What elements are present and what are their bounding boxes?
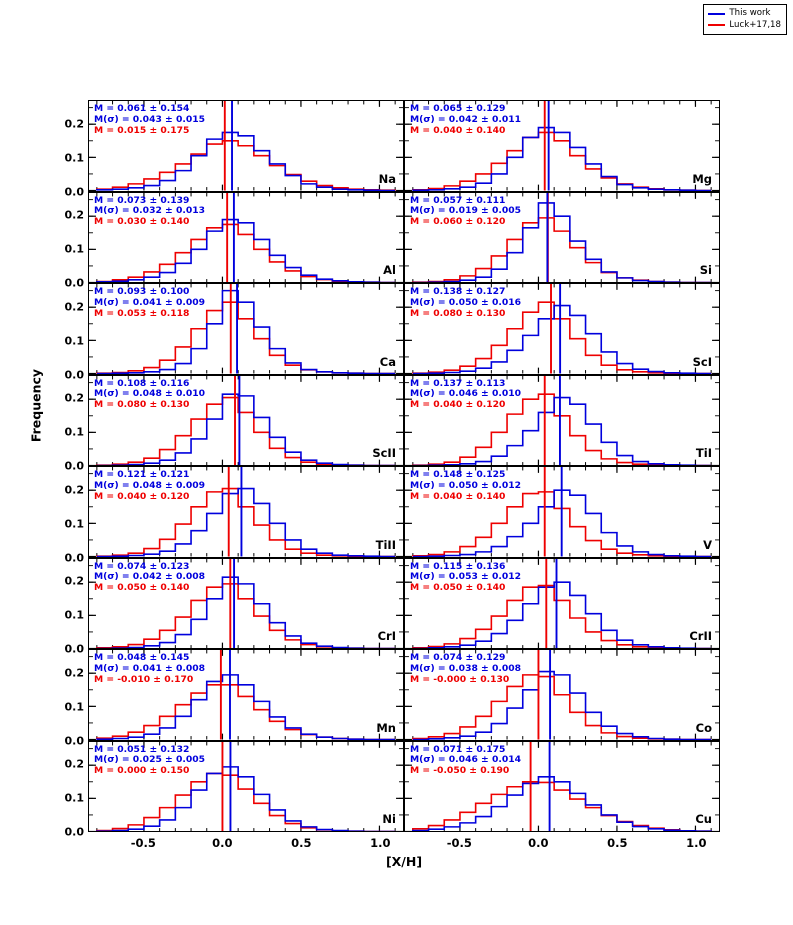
stat-mean-this-work: M = 0.074 ± 0.123 xyxy=(94,560,190,572)
y-tick-label: 0.0 xyxy=(64,276,84,290)
stat-sigma-this-work: M(σ) = 0.041 ± 0.009 xyxy=(94,296,206,308)
stat-mean-luck: M = 0.040 ± 0.120 xyxy=(410,399,506,411)
stat-mean-luck: M = -0.050 ± 0.190 xyxy=(410,765,510,777)
histogram-this-work xyxy=(413,672,711,740)
stat-mean-luck: M = 0.015 ± 0.175 xyxy=(94,124,190,136)
element-label: ScI xyxy=(692,354,712,369)
y-tick-label: 0.2 xyxy=(64,483,84,497)
stat-mean-luck: M = -0.010 ± 0.170 xyxy=(94,673,194,685)
panel-sci xyxy=(404,283,720,375)
legend xyxy=(703,4,787,35)
element-label: CrI xyxy=(377,629,396,643)
stat-sigma-this-work: M(σ) = 0.048 ± 0.010 xyxy=(94,388,206,400)
histogram-this-work xyxy=(413,397,711,465)
stat-mean-this-work: M = 0.148 ± 0.125 xyxy=(410,469,506,480)
panel-scii xyxy=(88,375,404,467)
element-label: Cu xyxy=(695,812,712,826)
element-label: TiI xyxy=(695,446,712,460)
stat-mean-this-work: M = 0.061 ± 0.154 xyxy=(94,103,190,114)
element-label: Mg xyxy=(692,171,712,186)
stat-sigma-this-work: M(σ) = 0.048 ± 0.009 xyxy=(94,479,206,491)
element-label: Na xyxy=(378,171,396,186)
histogram-this-work xyxy=(413,306,711,374)
y-tick-label: 0.2 xyxy=(64,666,84,680)
histogram-this-work xyxy=(413,582,711,648)
legend-entry-this-work xyxy=(708,8,781,20)
stat-mean-this-work: M = 0.048 ± 0.145 xyxy=(94,652,190,663)
x-tick-label: 0.0 xyxy=(528,836,549,850)
y-tick-label: 0.0 xyxy=(64,368,84,381)
histogram-luck xyxy=(97,685,395,740)
stat-sigma-this-work: M(σ) = 0.042 ± 0.008 xyxy=(94,571,206,583)
x-tick-label: 0.5 xyxy=(291,836,312,850)
stat-mean-this-work: M = 0.108 ± 0.116 xyxy=(94,377,190,389)
histogram-luck xyxy=(97,773,395,831)
element-label: Si xyxy=(699,263,712,277)
element-label: Mn xyxy=(376,720,396,735)
stat-mean-this-work: M = 0.073 ± 0.139 xyxy=(94,194,190,206)
y-tick-label: 0.2 xyxy=(64,117,84,131)
panel-ni xyxy=(88,741,404,833)
stat-sigma-this-work: M(σ) = 0.025 ± 0.005 xyxy=(94,754,206,766)
stat-mean-this-work: M = 0.137 ± 0.113 xyxy=(410,377,506,389)
stat-sigma-this-work: M(σ) = 0.042 ± 0.011 xyxy=(410,113,522,125)
stat-mean-this-work: M = 0.071 ± 0.175 xyxy=(410,743,506,755)
panel-al xyxy=(88,192,404,284)
panel-na xyxy=(88,100,404,192)
stat-mean-luck: M = 0.053 ± 0.118 xyxy=(94,307,190,319)
panel-cri xyxy=(88,558,404,650)
histogram-this-work xyxy=(97,394,395,465)
stat-sigma-this-work: M(σ) = 0.053 ± 0.012 xyxy=(410,571,522,583)
y-axis-title: Frequency xyxy=(28,368,44,443)
stat-mean-luck: M = 0.040 ± 0.140 xyxy=(410,490,506,502)
y-tick-label: 0.2 xyxy=(64,757,84,771)
stat-mean-this-work: M = 0.051 ± 0.132 xyxy=(94,743,190,755)
panel-crii xyxy=(404,558,720,650)
stat-mean-luck: M = 0.060 ± 0.120 xyxy=(410,216,506,228)
x-tick-label: 1.0 xyxy=(370,836,391,850)
stat-mean-luck: M = 0.000 ± 0.150 xyxy=(94,765,190,777)
y-tick-label: 0.0 xyxy=(64,734,84,747)
stat-mean-luck: M = 0.080 ± 0.130 xyxy=(94,399,190,411)
stat-mean-luck: M = 0.030 ± 0.140 xyxy=(94,216,190,228)
panel-v xyxy=(404,466,720,558)
legend-entry-luck xyxy=(708,20,781,32)
element-label: Ca xyxy=(379,354,396,369)
stat-mean-this-work: M = 0.057 ± 0.111 xyxy=(410,194,506,206)
histogram-this-work xyxy=(97,766,395,831)
stat-sigma-this-work: M(σ) = 0.019 ± 0.005 xyxy=(410,205,522,217)
y-axis-tick-labels xyxy=(40,100,84,839)
histogram-luck xyxy=(413,394,711,465)
stat-mean-this-work: M = 0.093 ± 0.100 xyxy=(94,286,190,297)
y-tick-label: 0.0 xyxy=(64,551,84,564)
panel-grid xyxy=(88,100,720,832)
histogram-luck xyxy=(97,397,395,465)
legend-label-this-work: This work xyxy=(729,8,771,18)
panel-si xyxy=(404,192,720,284)
stat-sigma-this-work: M(σ) = 0.041 ± 0.008 xyxy=(94,662,206,674)
histogram-this-work xyxy=(413,776,711,831)
histogram-this-work xyxy=(97,219,395,282)
stat-sigma-this-work: M(σ) = 0.043 ± 0.015 xyxy=(94,113,206,125)
stat-mean-luck: M = -0.000 ± 0.130 xyxy=(410,673,510,685)
legend-label-luck: Luck+17,18 xyxy=(729,19,781,30)
stat-sigma-this-work: M(σ) = 0.038 ± 0.008 xyxy=(410,662,522,674)
stat-mean-this-work: M = 0.074 ± 0.129 xyxy=(410,652,506,663)
panel-co xyxy=(404,649,720,741)
histogram-this-work xyxy=(97,675,395,740)
x-tick-label: 1.0 xyxy=(686,836,707,850)
histogram-luck xyxy=(97,583,395,648)
x-tick-label: 0.5 xyxy=(607,836,628,850)
element-label: CrII xyxy=(689,629,712,643)
histogram-luck xyxy=(97,302,395,373)
histogram-luck xyxy=(413,302,711,373)
legend-swatch-this-work xyxy=(708,13,725,15)
stat-mean-luck: M = 0.050 ± 0.140 xyxy=(94,582,190,594)
y-tick-label: 0.1 xyxy=(64,517,84,531)
element-label: ScII xyxy=(372,446,396,460)
stat-mean-this-work: M = 0.138 ± 0.127 xyxy=(410,286,506,297)
y-tick-label: 0.1 xyxy=(64,334,84,348)
histogram-this-work xyxy=(97,577,395,648)
y-tick-label: 0.2 xyxy=(64,208,84,222)
stat-sigma-this-work: M(σ) = 0.050 ± 0.016 xyxy=(410,296,522,308)
stat-sigma-this-work: M(σ) = 0.032 ± 0.013 xyxy=(94,205,206,217)
stat-sigma-this-work: M(σ) = 0.046 ± 0.014 xyxy=(410,754,522,766)
histogram-luck xyxy=(413,585,711,648)
element-label: Ni xyxy=(382,812,396,826)
stat-mean-luck: M = 0.040 ± 0.140 xyxy=(410,124,506,136)
y-tick-label: 0.2 xyxy=(64,391,84,405)
panel-mg xyxy=(404,100,720,192)
y-tick-label: 0.1 xyxy=(64,425,84,439)
histogram-this-work xyxy=(413,202,711,282)
element-label: V xyxy=(703,537,712,552)
element-label: Al xyxy=(383,263,396,277)
panel-cu xyxy=(404,741,720,833)
y-tick-label: 0.1 xyxy=(64,608,84,622)
element-label: Co xyxy=(695,720,712,735)
panel-ca xyxy=(88,283,404,375)
histogram-this-work xyxy=(97,291,395,374)
histogram-this-work xyxy=(413,128,711,191)
histogram-luck xyxy=(413,132,711,190)
histogram-this-work xyxy=(97,132,395,190)
y-tick-label: 0.1 xyxy=(64,791,84,805)
x-tick-label: -0.5 xyxy=(446,836,472,850)
panel-mn xyxy=(88,649,404,741)
y-tick-label: 0.0 xyxy=(64,642,84,656)
stat-mean-luck: M = 0.050 ± 0.140 xyxy=(410,582,506,594)
y-tick-label: 0.2 xyxy=(64,300,84,314)
y-tick-label: 0.2 xyxy=(64,574,84,588)
element-label: TiII xyxy=(375,537,396,552)
histogram-this-work xyxy=(97,489,395,557)
histogram-luck xyxy=(413,781,711,831)
stat-mean-luck: M = 0.040 ± 0.120 xyxy=(94,490,190,502)
histogram-luck xyxy=(97,224,395,282)
histogram-luck xyxy=(413,217,711,282)
stat-mean-this-work: M = 0.121 ± 0.121 xyxy=(94,469,190,480)
y-tick-label: 0.1 xyxy=(64,242,84,256)
y-tick-label: 0.1 xyxy=(64,151,84,165)
stat-sigma-this-work: M(σ) = 0.046 ± 0.010 xyxy=(410,388,522,400)
y-tick-label: 0.0 xyxy=(64,185,84,198)
panel-tiii xyxy=(88,466,404,558)
x-tick-label: -0.5 xyxy=(130,836,156,850)
y-tick-label: 0.0 xyxy=(64,459,84,473)
stat-mean-luck: M = 0.080 ± 0.130 xyxy=(410,307,506,319)
y-tick-label: 0.1 xyxy=(64,700,84,714)
x-axis-title: [X/H] xyxy=(385,854,423,869)
x-tick-label: 0.0 xyxy=(212,836,233,850)
histogram-luck xyxy=(97,141,395,191)
x-axis-tick-labels xyxy=(88,836,720,854)
stat-mean-this-work: M = 0.115 ± 0.136 xyxy=(410,560,506,572)
histogram-luck xyxy=(97,489,395,557)
stat-sigma-this-work: M(σ) = 0.050 ± 0.012 xyxy=(410,479,522,491)
y-tick-label: 0.0 xyxy=(64,825,84,839)
legend-swatch-luck xyxy=(708,24,725,26)
stat-mean-this-work: M = 0.065 ± 0.129 xyxy=(410,103,506,114)
panel-tii xyxy=(404,375,720,467)
histogram-luck xyxy=(413,675,711,740)
